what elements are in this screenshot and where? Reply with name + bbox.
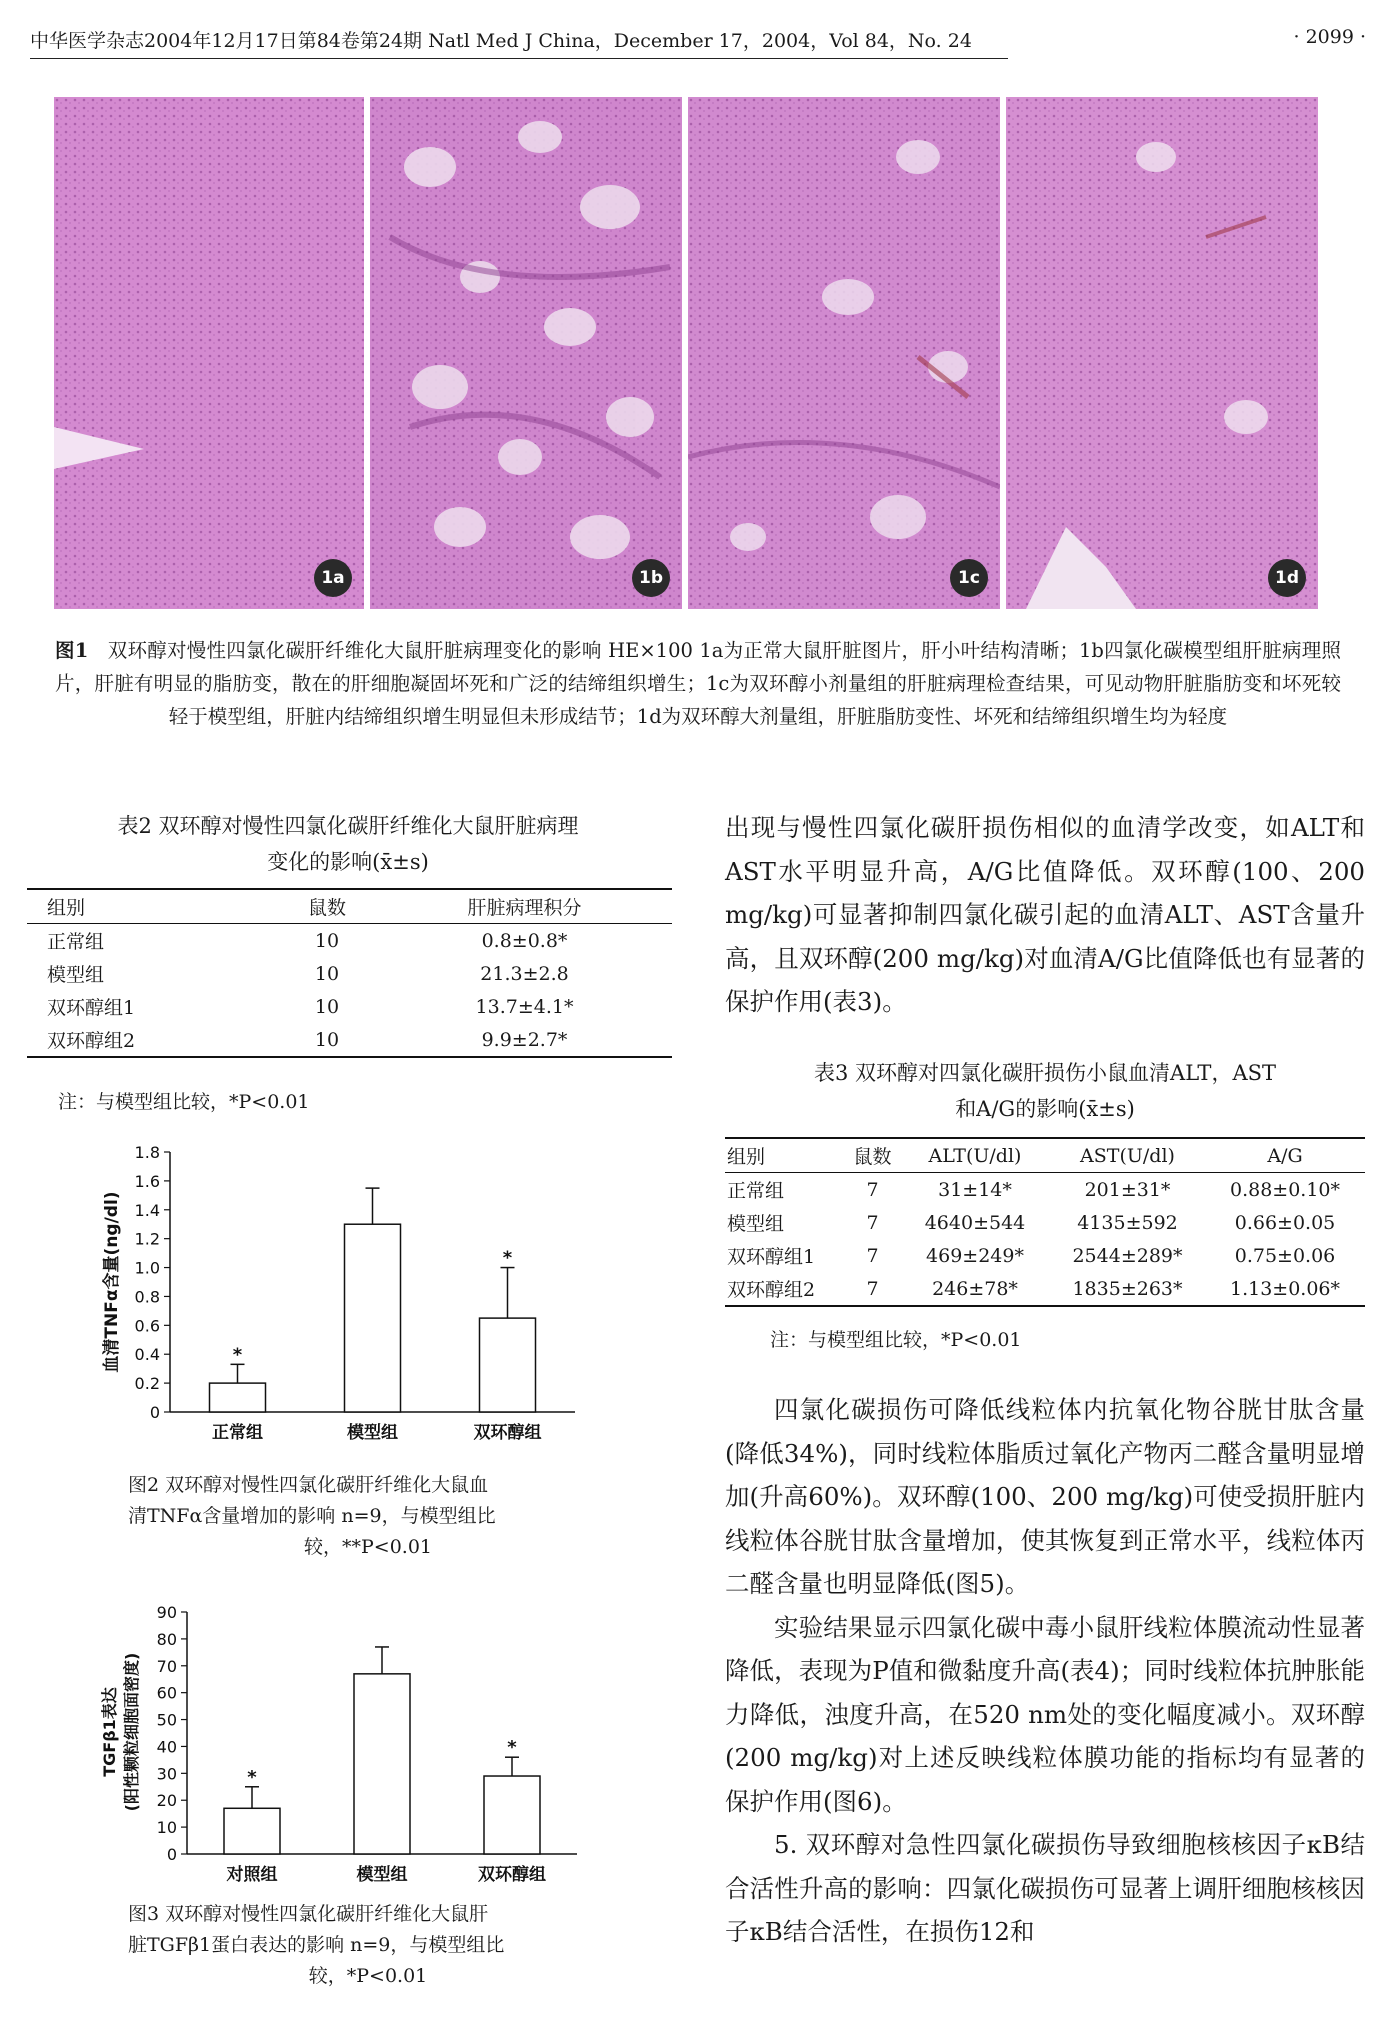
table3-title-line1: 表3 双环醇对四氯化碳肝损伤小鼠血清ALT，AST [814,1061,1276,1085]
body-paragraphs-2 [725,1388,1365,1954]
cell-count: 7 [866,1178,879,1201]
tissue-image [54,97,364,609]
cell-ast: 201±31* [1084,1178,1171,1201]
header-rule [30,58,1008,59]
col-count: 鼠数 [853,1146,892,1168]
cell-ag: 0.66±0.05 [1234,1211,1336,1234]
micrograph-1b [370,97,682,609]
journal-citation: 中华医学杂志2004年12月17日第84卷第24期 Natl Med J China，December 17，2004，Vol 84，No. 24 [30,30,972,52]
table3 [725,1137,1365,1307]
cell-ast: 2544±289* [1072,1244,1183,1267]
panel-label-1a: 1a [314,559,352,597]
table-row [27,990,672,1023]
cell-group: 双环醇组1 [47,997,136,1019]
table2-title-line2: 变化的影响(x̄±s) [267,850,429,874]
figure2-caption-line1: 图2 双环醇对慢性四氯化碳肝纤维化大鼠血 [128,1474,489,1496]
table2-title-line1: 表2 双环醇对慢性四氯化碳肝纤维化大鼠肝脏病理 [117,814,579,838]
table-row [725,1173,1365,1207]
bar [354,1674,410,1854]
y-axis-label-line1: TGFβ1表达 [100,1687,119,1777]
y-tick-label: 10 [156,1818,177,1838]
cell-ag: 1.13±0.06* [1229,1277,1341,1300]
y-axis-label: 血清TNFα含量(ng/dl) [102,1191,122,1373]
y-tick-label: 50 [156,1710,177,1730]
significance-marker: * [232,1344,243,1366]
cell-group: 模型组 [47,964,105,986]
figure2-caption [128,1470,608,1563]
cell-alt: 31±14* [938,1178,1012,1201]
figure1-caption-label: 图1 [55,639,89,662]
x-tick-label: 模型组 [347,1423,398,1443]
significance-marker: * [507,1737,517,1759]
y-tick-label: 1.4 [134,1200,160,1220]
figure3-caption [128,1899,608,1992]
paragraph-text: 四氯化碳损伤可降低线粒体内抗氧化物谷胱甘肽含量(降低34%)，同时线粒体脂质过氧化产物丙二醛含量明显增加(升高60%)。双环醇(100、200 mg/kg)可使受损肝脏内线粒体谷胱甘肽含量增加，使其恢复到正常水平，线粒体丙二醛含量也明显降低(图5)。 [725,1395,1365,1598]
tgf-beta1-bar-chart [95,1592,595,1892]
cell-group: 正常组 [727,1180,785,1202]
panel-label-1c: 1c [950,559,988,597]
cell-count: 7 [866,1211,879,1234]
cell-group: 正常组 [47,931,105,953]
table2 [27,888,672,1058]
bar [345,1224,401,1412]
y-tick-label: 90 [156,1603,177,1622]
cell-ag: 0.75±0.06 [1234,1244,1336,1267]
figure2-caption-line3: 较，**P<0.01 [303,1536,432,1558]
y-tick-label: 0.4 [134,1345,160,1365]
col-ast: AST(U/dl) [1080,1144,1175,1167]
table3-title-line2: 和A/G的影响(x̄±s) [955,1097,1135,1121]
table2-title [28,808,668,880]
bar [210,1383,266,1412]
cell-score: 21.3±2.8 [480,962,569,985]
col-ag: A/G [1267,1144,1303,1167]
significance-marker: * [247,1766,257,1788]
table3-title [725,1055,1365,1127]
y-tick-label: 0 [149,1403,160,1422]
table3-note: 注：与模型组比较，*P<0.01 [770,1329,1022,1351]
cell-count: 10 [314,995,340,1018]
y-tick-label: 1.6 [134,1171,160,1191]
paragraph-text: 实验结果显示四氯化碳中毒小鼠肝线粒体膜流动性显著降低，表现为P值和微黏度升高(表4)；同时线粒体抗肿胀能力降低，浊度升高，在520 nm处的变化幅度减小。双环醇(200 mg/kg)对上述反映线粒体膜功能的指标均有显著的保护作用(图6)。 [725,1612,1365,1816]
paragraph-text: 出现与慢性四氯化碳肝损伤相似的血清学改变，如ALT和AST水平明显升高，A/G比值降低。双环醇(100、200 mg/kg)可显著抑制四氯化碳引起的血清ALT、AST含量升高，且双环醇(200 mg/kg)对血清A/G比值降低也有显著的保护作用(表3)。 [725,813,1365,1016]
figure1-caption-text: 双环醇对慢性四氯化碳肝纤维化大鼠肝脏病理变化的影响 HE×100 1a为正常大鼠肝脏图片，肝小叶结构清晰；1b四氯化碳模型组肝脏病理照片，肝脏有明显的脂肪变，散在的肝细胞凝固坏死和广泛的结缔组织增生；1c为双环醇小剂量组的肝脏病理检查结果，可见动物肝脏脂肪变和坏死较轻于模型组，肝脏内结缔组织增生明显但未形成结节；1d为双环醇大剂量组，肝脏脂肪变性、坏死和结缔组织增生均为轻度 [55,639,1341,728]
cell-group: 模型组 [727,1213,785,1235]
cell-ag: 0.88±0.10* [1229,1178,1341,1201]
y-tick-label: 80 [156,1629,177,1649]
y-tick-label: 20 [156,1791,177,1811]
tissue-image [688,97,1000,609]
y-tick-label: 30 [156,1764,177,1784]
figure3-caption-line3: 较，*P<0.01 [308,1965,428,1987]
y-tick-label: 1.0 [134,1258,160,1278]
bar [480,1318,536,1412]
cell-count: 10 [314,1028,340,1051]
cell-alt: 4640±544 [924,1211,1026,1234]
cell-count: 10 [314,929,340,952]
table2-note: 注：与模型组比较，*P<0.01 [58,1091,310,1113]
cell-group: 双环醇组1 [727,1246,816,1268]
table-row [725,1239,1365,1272]
micrograph-1d [1006,97,1318,609]
col-alt: ALT(U/dl) [928,1144,1022,1167]
table-row [27,1023,672,1057]
micrograph-1c [688,97,1000,609]
col-group: 组别 [47,897,86,919]
page-number: · 2099 · [1293,26,1366,48]
x-tick-label: 对照组 [226,1865,278,1885]
table-header-row [27,889,672,924]
col-count: 鼠数 [307,897,346,919]
y-tick-label: 70 [156,1656,177,1676]
figure1-caption [55,634,1341,733]
cell-count: 7 [866,1244,879,1267]
cell-score: 13.7±4.1* [475,995,574,1018]
bar [484,1776,540,1854]
figure3-caption-line2: 脏TGFβ1蛋白表达的影响 n=9，与模型组比 [128,1934,505,1956]
significance-marker: * [502,1247,513,1269]
cell-group: 双环醇组2 [727,1279,816,1301]
table-row [27,957,672,990]
cell-ast: 1835±263* [1072,1277,1183,1300]
panel-label-1b: 1b [632,559,670,597]
table-header-row [725,1138,1365,1173]
tissue-image [370,97,682,609]
x-tick-label: 双环醇组 [478,1865,546,1885]
micrograph-1a [54,97,364,609]
y-tick-label: 0 [166,1845,177,1864]
tnf-alpha-bar-chart [95,1142,595,1452]
y-tick-label: 40 [156,1737,177,1757]
cell-group: 双环醇组2 [47,1030,136,1052]
y-tick-label: 0.6 [134,1316,160,1336]
table-row [27,924,672,958]
y-tick-label: 1.8 [134,1143,160,1162]
paragraph-text: 5. 双环醇对急性四氯化碳损伤导致细胞核核因子κB结合活性升高的影响：四氯化碳损伤可显著上调肝细胞核核因子κB结合活性，在损伤12和 [725,1830,1365,1946]
panel-label-1d: 1d [1268,559,1306,597]
y-tick-label: 0.8 [134,1287,160,1307]
y-tick-label: 1.2 [134,1229,160,1249]
y-axis-label-line2: (阳性颗粒细胞面密度) [122,1652,141,1812]
y-tick-label: 0.2 [134,1374,160,1394]
cell-score: 9.9±2.7* [481,1028,568,1051]
y-tick-label: 60 [156,1683,177,1703]
x-tick-label: 正常组 [212,1423,263,1443]
cell-count: 10 [314,962,340,985]
cell-count: 7 [866,1277,879,1300]
col-score: 肝脏病理积分 [467,897,582,919]
tissue-image [1006,97,1318,609]
cell-ast: 4135±592 [1077,1211,1178,1234]
figure3-caption-line1: 图3 双环醇对慢性四氯化碳肝纤维化大鼠肝 [128,1903,489,1925]
running-header [30,26,1366,54]
figure2-caption-line2: 清TNFα含量增加的影响 n=9，与模型组比 [128,1505,496,1527]
table-row [725,1206,1365,1239]
x-tick-label: 模型组 [356,1865,408,1885]
cell-alt: 469±249* [926,1244,1024,1267]
x-tick-label: 双环醇组 [473,1423,542,1443]
cell-score: 0.8±0.8* [481,929,568,952]
cell-alt: 246±78* [932,1277,1018,1300]
body-paragraph-1 [725,806,1365,1024]
table-row [725,1272,1365,1306]
col-group: 组别 [727,1146,766,1168]
bar [224,1808,280,1854]
